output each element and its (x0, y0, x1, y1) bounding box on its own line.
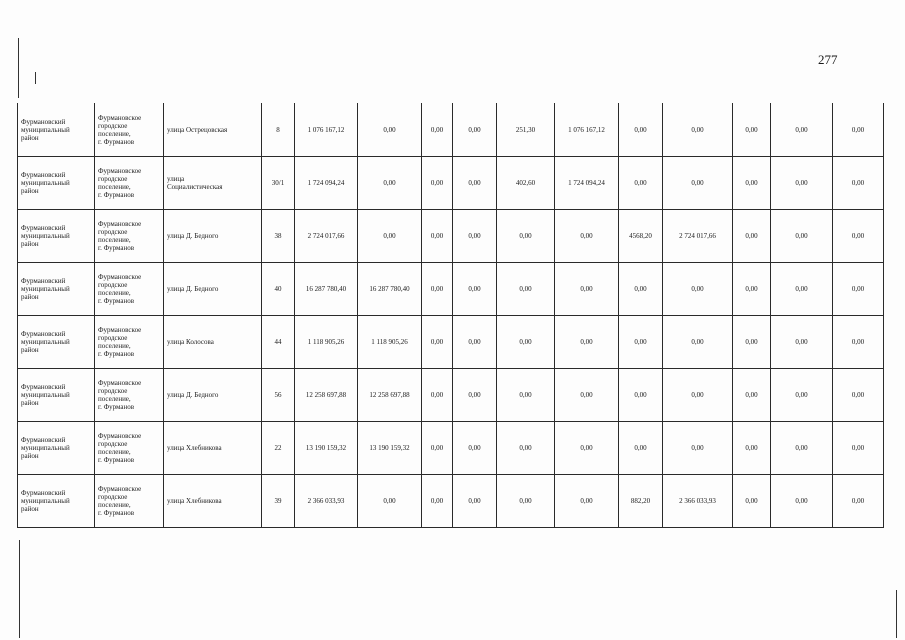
value-cell-text: 0,00 (745, 338, 758, 346)
value-cell (555, 157, 619, 210)
value-cell-text: 1 118 905,26 (371, 338, 408, 346)
value-cell-text: 13 190 159,32 (305, 444, 347, 452)
value-cell (422, 104, 453, 157)
scan-mark (19, 540, 20, 638)
value-cell (833, 104, 884, 157)
value-cell (733, 263, 771, 316)
value-cell-text: 0,00 (383, 179, 396, 187)
data-table (17, 103, 884, 528)
value-cell-text: 0,00 (634, 391, 647, 399)
value-cell (619, 369, 663, 422)
table-row (18, 210, 884, 263)
value-cell-text: 0,00 (519, 497, 532, 505)
value-cell (453, 316, 497, 369)
value-cell-text: 0,00 (580, 391, 593, 399)
value-cell-text: 0,00 (634, 444, 647, 452)
value-cell-text: 402,60 (515, 179, 536, 187)
district-cell-text: Фурмановский муниципальный район (21, 436, 70, 460)
value-cell (771, 263, 833, 316)
value-cell-text: 1 724 094,24 (568, 179, 605, 187)
value-cell (555, 316, 619, 369)
house-number-cell-text: 44 (274, 338, 282, 346)
value-cell (422, 422, 453, 475)
street-cell (164, 316, 262, 369)
value-cell-text: 0,00 (795, 232, 808, 240)
value-cell-text: 12 258 697,88 (305, 391, 347, 399)
district-cell-text: Фурмановский муниципальный район (21, 171, 70, 195)
district-cell (18, 475, 95, 528)
street-cell-text: улица Хлебникова (167, 444, 222, 452)
value-cell (497, 316, 555, 369)
value-cell (295, 316, 358, 369)
value-cell (619, 210, 663, 263)
house-number-cell (262, 210, 295, 263)
value-cell-text: 0,00 (745, 444, 758, 452)
value-cell (771, 369, 833, 422)
value-cell (619, 475, 663, 528)
value-cell (358, 316, 422, 369)
value-cell (422, 316, 453, 369)
street-cell-text: улица Д. Бедного (167, 232, 219, 240)
value-cell-text: 0,00 (430, 232, 444, 240)
value-cell (358, 422, 422, 475)
value-cell-text: 0,00 (430, 285, 444, 293)
value-cell (295, 475, 358, 528)
house-number-cell (262, 263, 295, 316)
value-cell (358, 369, 422, 422)
value-cell (358, 210, 422, 263)
page-number: 277 (818, 52, 838, 67)
value-cell-text: 0,00 (468, 285, 481, 293)
value-cell-text: 0,00 (468, 444, 481, 452)
value-cell-text: 0,00 (795, 338, 808, 346)
value-cell (733, 369, 771, 422)
value-cell (833, 157, 884, 210)
value-cell-text: 0,00 (691, 126, 704, 134)
value-cell (295, 369, 358, 422)
value-cell (555, 210, 619, 263)
value-cell-text: 0,00 (468, 338, 481, 346)
value-cell (663, 104, 733, 157)
value-cell (771, 157, 833, 210)
value-cell (663, 316, 733, 369)
value-cell-text: 0,00 (795, 179, 808, 187)
table-row (18, 316, 884, 369)
value-cell-text: 16 287 780,40 (369, 285, 410, 293)
settlement-cell (95, 104, 164, 157)
value-cell (663, 210, 733, 263)
value-cell-text: 0,00 (851, 285, 865, 293)
street-cell (164, 422, 262, 475)
value-cell-text: 0,00 (634, 179, 647, 187)
settlement-cell (95, 210, 164, 263)
value-cell-text: 0,00 (468, 497, 481, 505)
value-cell (771, 316, 833, 369)
value-cell (422, 263, 453, 316)
district-cell-text: Фурмановский муниципальный район (21, 489, 70, 513)
value-cell (619, 104, 663, 157)
value-cell-text: 4568,20 (629, 232, 652, 240)
district-cell-text: Фурмановский муниципальный район (21, 330, 70, 354)
settlement-cell-text: Фурмановское городское поселение, г. Фурманов (98, 114, 142, 146)
value-cell (619, 157, 663, 210)
value-cell (422, 157, 453, 210)
value-cell-text: 0,00 (430, 391, 444, 399)
value-cell-text: 0,00 (745, 232, 758, 240)
value-cell-text: 0,00 (795, 126, 808, 134)
value-cell-text: 0,00 (634, 126, 647, 134)
district-cell (18, 104, 95, 157)
value-cell-text: 0,00 (691, 285, 704, 293)
value-cell-text: 0,00 (851, 444, 865, 452)
value-cell-text: 0,00 (851, 179, 865, 187)
value-cell (619, 316, 663, 369)
value-cell (833, 475, 884, 528)
value-cell-text: 0,00 (691, 391, 704, 399)
value-cell (771, 422, 833, 475)
settlement-cell-text: Фурмановское городское поселение, г. Фурманов (98, 326, 142, 358)
value-cell-text: 251,30 (515, 126, 536, 134)
value-cell-text: 0,00 (745, 285, 758, 293)
value-cell-text: 0,00 (795, 391, 808, 399)
value-cell-text: 882,20 (630, 497, 651, 505)
value-cell-text: 0,00 (468, 391, 481, 399)
value-cell-text: 2 724 017,66 (307, 232, 345, 240)
house-number-cell-text: 56 (274, 391, 282, 399)
settlement-cell-text: Фурмановское городское поселение, г. Фурманов (98, 432, 142, 464)
district-cell (18, 157, 95, 210)
street-cell (164, 475, 262, 528)
value-cell (833, 369, 884, 422)
house-number-cell (262, 369, 295, 422)
value-cell (833, 210, 884, 263)
scan-mark (896, 590, 897, 638)
value-cell-text: 0,00 (468, 232, 481, 240)
value-cell (497, 104, 555, 157)
settlement-cell-text: Фурмановское городское поселение, г. Фурманов (98, 485, 142, 517)
table-row (18, 104, 884, 157)
value-cell-text: 0,00 (745, 126, 758, 134)
scan-mark (35, 72, 36, 84)
table-row (18, 263, 884, 316)
value-cell-text: 0,00 (430, 338, 444, 346)
settlement-cell (95, 157, 164, 210)
district-cell (18, 263, 95, 316)
settlement-cell-text: Фурмановское городское поселение, г. Фурманов (98, 220, 142, 252)
value-cell-text: 0,00 (851, 232, 865, 240)
house-number-cell (262, 475, 295, 528)
value-cell (453, 475, 497, 528)
value-cell (733, 104, 771, 157)
district-cell-text: Фурмановский муниципальный район (21, 118, 70, 142)
district-cell-text: Фурмановский муниципальный район (21, 277, 70, 301)
value-cell-text: 0,00 (430, 444, 444, 452)
value-cell (555, 422, 619, 475)
value-cell (555, 263, 619, 316)
value-cell (497, 475, 555, 528)
value-cell-text: 0,00 (795, 497, 808, 505)
value-cell (453, 263, 497, 316)
value-cell (358, 157, 422, 210)
value-cell-text: 0,00 (468, 126, 481, 134)
value-cell (733, 422, 771, 475)
value-cell-text: 12 258 697,88 (369, 391, 410, 399)
value-cell (422, 210, 453, 263)
value-cell-text: 0,00 (634, 285, 647, 293)
district-cell (18, 210, 95, 263)
value-cell (295, 157, 358, 210)
value-cell (663, 157, 733, 210)
value-cell (422, 475, 453, 528)
value-cell-text: 0,00 (580, 232, 593, 240)
settlement-cell-text: Фурмановское городское поселение, г. Фурманов (98, 273, 142, 305)
value-cell (555, 369, 619, 422)
value-cell (555, 104, 619, 157)
district-cell-text: Фурмановский муниципальный район (21, 383, 70, 407)
settlement-cell (95, 369, 164, 422)
value-cell (295, 210, 358, 263)
value-cell (497, 369, 555, 422)
value-cell-text: 0,00 (691, 179, 704, 187)
value-cell (733, 210, 771, 263)
street-cell-text: улица Хлебникова (167, 497, 222, 505)
value-cell-text: 0,00 (851, 126, 865, 134)
street-cell-text: улица Социалистическая (167, 175, 223, 191)
value-cell (663, 369, 733, 422)
value-cell-text: 0,00 (851, 338, 865, 346)
district-cell (18, 316, 95, 369)
house-number-cell-text: 38 (274, 232, 282, 240)
value-cell (733, 475, 771, 528)
value-cell-text: 2 366 033,93 (679, 497, 716, 505)
value-cell (663, 475, 733, 528)
street-cell-text: улица Колосова (167, 338, 214, 346)
value-cell-text: 0,00 (795, 444, 808, 452)
value-cell (453, 210, 497, 263)
value-cell-text: 0,00 (851, 391, 865, 399)
value-cell (771, 210, 833, 263)
value-cell-text: 0,00 (795, 285, 808, 293)
street-cell (164, 369, 262, 422)
value-cell-text: 0,00 (691, 338, 704, 346)
value-cell (358, 263, 422, 316)
settlement-cell (95, 316, 164, 369)
value-cell-text: 0,00 (580, 338, 593, 346)
value-cell (497, 422, 555, 475)
house-number-cell-text: 39 (274, 497, 282, 505)
value-cell (619, 263, 663, 316)
value-cell (358, 475, 422, 528)
table-row (18, 422, 884, 475)
value-cell-text: 0,00 (580, 444, 593, 452)
table-row (18, 157, 884, 210)
value-cell-text: 0,00 (383, 126, 396, 134)
value-cell (497, 157, 555, 210)
district-cell (18, 422, 95, 475)
value-cell (555, 475, 619, 528)
value-cell-text: 0,00 (430, 497, 444, 505)
value-cell (497, 263, 555, 316)
value-cell-text: 0,00 (634, 338, 647, 346)
district-cell-text: Фурмановский муниципальный район (21, 224, 70, 248)
value-cell (733, 316, 771, 369)
settlement-cell (95, 263, 164, 316)
value-cell (497, 210, 555, 263)
street-cell-text: улица Д. Бедного (167, 391, 219, 399)
district-cell (18, 369, 95, 422)
house-number-cell-text: 30/1 (271, 179, 285, 187)
table-body (18, 104, 884, 528)
value-cell (833, 422, 884, 475)
house-number-cell (262, 316, 295, 369)
value-cell-text: 0,00 (745, 179, 758, 187)
street-cell (164, 104, 262, 157)
street-cell (164, 263, 262, 316)
value-cell (358, 104, 422, 157)
house-number-cell-text: 8 (276, 126, 280, 134)
street-cell-text: улица Острецовская (167, 126, 228, 134)
value-cell (771, 475, 833, 528)
value-cell (453, 104, 497, 157)
value-cell (833, 316, 884, 369)
value-cell (663, 422, 733, 475)
table-row (18, 475, 884, 528)
settlement-cell (95, 422, 164, 475)
value-cell-text: 0,00 (519, 391, 532, 399)
value-cell-text: 13 190 159,32 (369, 444, 410, 452)
house-number-cell (262, 104, 295, 157)
value-cell (453, 369, 497, 422)
house-number-cell-text: 40 (274, 285, 282, 293)
value-cell (453, 157, 497, 210)
value-cell-text: 0,00 (430, 126, 444, 134)
value-cell-text: 0,00 (519, 338, 532, 346)
value-cell-text: 0,00 (745, 497, 758, 505)
value-cell-text: 0,00 (745, 391, 758, 399)
value-cell-text: 0,00 (519, 444, 532, 452)
value-cell (295, 422, 358, 475)
value-cell (733, 157, 771, 210)
street-cell (164, 210, 262, 263)
value-cell (295, 104, 358, 157)
value-cell-text: 0,00 (851, 497, 865, 505)
house-number-cell (262, 157, 295, 210)
house-number-cell (262, 422, 295, 475)
value-cell (453, 422, 497, 475)
value-cell-text: 0,00 (468, 179, 481, 187)
settlement-cell (95, 475, 164, 528)
street-cell-text: улица Д. Бедного (167, 285, 219, 293)
value-cell (663, 263, 733, 316)
settlement-cell-text: Фурмановское городское поселение, г. Фурманов (98, 167, 142, 199)
value-cell-text: 0,00 (383, 232, 396, 240)
house-number-cell-text: 22 (274, 444, 282, 452)
value-cell (833, 263, 884, 316)
settlement-cell-text: Фурмановское городское поселение, г. Фурманов (98, 379, 142, 411)
value-cell-text: 1 118 905,26 (307, 338, 345, 346)
value-cell-text: 0,00 (519, 232, 532, 240)
street-cell (164, 157, 262, 210)
value-cell (295, 263, 358, 316)
value-cell-text: 0,00 (691, 444, 704, 452)
value-cell-text: 0,00 (383, 497, 396, 505)
value-cell-text: 1 724 094,24 (307, 179, 345, 187)
value-cell-text: 1 076 167,12 (568, 126, 605, 134)
value-cell-text: 1 076 167,12 (307, 126, 345, 134)
value-cell-text: 2 366 033,93 (307, 497, 345, 505)
value-cell-text: 0,00 (580, 285, 593, 293)
scan-mark (18, 38, 19, 98)
table-row (18, 369, 884, 422)
value-cell-text: 2 724 017,66 (679, 232, 716, 240)
value-cell-text: 16 287 780,40 (305, 285, 347, 293)
value-cell-text: 0,00 (519, 285, 532, 293)
value-cell (771, 104, 833, 157)
value-cell (422, 369, 453, 422)
value-cell-text: 0,00 (430, 179, 444, 187)
value-cell (619, 422, 663, 475)
value-cell-text: 0,00 (580, 497, 593, 505)
